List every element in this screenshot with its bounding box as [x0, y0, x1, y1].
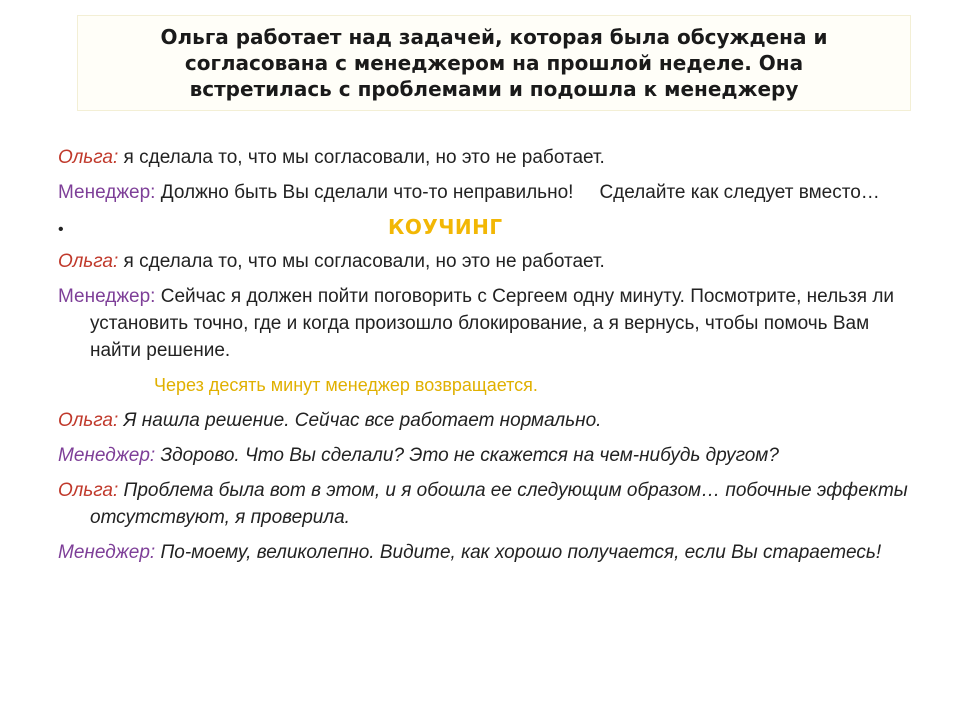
dialogue-line-olga-3 [58, 407, 918, 434]
title-line-1: Ольга работает над задачей, которая была обсуждена и [160, 25, 828, 49]
dialogue-line-olga-4 [58, 477, 918, 531]
dialogue-line-manager-4 [58, 539, 918, 566]
title-line-2: согласована с менеджером на прошлой неделе. Она [184, 51, 804, 75]
speaker-olga: Ольга: [58, 251, 119, 272]
dialogue-line-manager-3 [58, 442, 918, 469]
line-text: Проблема была вот в этом, и я обошла ее следующим образом… побочные эффекты отсутствуют, я проверила. [90, 480, 908, 528]
speaker-manager: Менеджер: [58, 542, 156, 563]
line-text: Я нашла решение. Сейчас все работает нормально. [118, 410, 602, 431]
speaker-manager: Менеджер: [58, 182, 156, 203]
dialogue-line-manager-1 [58, 179, 918, 206]
line-text: я сделала то, что мы согласовали, но это не работает. [118, 147, 605, 168]
line-text: Должно быть Вы сделали что-то неправильно! [155, 182, 574, 203]
line-text: Сейчас я должен пойти поговорить с Сергеем одну минуту. Посмотрите, нельзя ли установить точно, где и когда произошло блокирование, а я вернусь, чтобы помочь Вам найти решение. [90, 286, 895, 361]
section-heading-row [58, 214, 918, 244]
dialogue-line-olga-1 [58, 144, 918, 171]
dialogue-line-manager-2 [58, 283, 918, 364]
line-text: Здорово. Что Вы сделали? Это не скажется на чем-нибудь другом? [155, 445, 779, 466]
title-line-3: встретилась с проблемами и подошла к менеджеру [189, 77, 799, 101]
title-box [77, 15, 911, 111]
dialogue-body [58, 144, 918, 574]
speaker-manager: Менеджер: [58, 445, 156, 466]
line-text: я сделала то, что мы согласовали, но это не работает. [118, 251, 605, 272]
speaker-olga: Ольга: [58, 480, 119, 501]
line-text-continued: Сделайте как следует вместо… [599, 182, 880, 203]
section-label-coaching: КОУЧИНГ [388, 215, 503, 239]
line-text: По-моему, великолепно. Видите, как хорошо получается, если Вы стараетесь! [155, 542, 882, 563]
stage-note: Через десять минут менеджер возвращается. [154, 375, 538, 395]
dialogue-line-olga-2 [58, 248, 918, 275]
speaker-olga: Ольга: [58, 147, 119, 168]
speaker-manager: Менеджер: [58, 286, 156, 307]
speaker-olga: Ольга: [58, 410, 119, 431]
bullet-icon: • [58, 221, 64, 238]
